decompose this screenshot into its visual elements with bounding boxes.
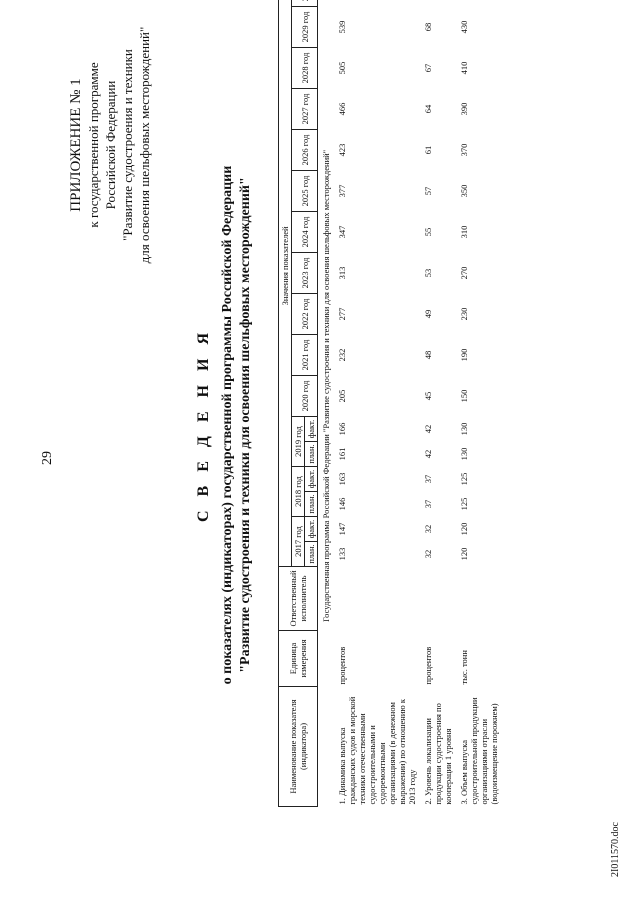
- value-cell: 270: [459, 266, 469, 280]
- header-year: [292, 0, 318, 7]
- indicator-name: [456, 687, 502, 807]
- value-cell: 277: [337, 307, 347, 321]
- value-cell: 68: [423, 22, 433, 32]
- value-cell: 313: [337, 266, 347, 280]
- value-cell: 410: [459, 61, 469, 75]
- value-cell: 150: [459, 389, 469, 403]
- value-cell: 130: [459, 422, 469, 436]
- title-heading: С В Е Д Е Н И Я: [195, 327, 212, 523]
- header-year: 2025 год: [292, 171, 318, 212]
- header-year: 2017 год: [292, 517, 305, 567]
- row-number: 3.: [459, 798, 469, 805]
- page-number: 29: [40, 451, 55, 465]
- value-cell: 505: [337, 61, 347, 75]
- value-cell: 161: [337, 447, 347, 461]
- program-row: Государственная программа Российской Федерации "Развитие судостроения и техники для освоения шельфовых месторождений": [321, 149, 331, 622]
- header-plan: план.: [305, 442, 318, 467]
- value-cell: 377: [337, 184, 347, 198]
- value-cell: 347: [337, 225, 347, 239]
- indicator-label: Объем выпуска судостроительной продукции организациями отрасли (водоизмещение порожнем): [459, 697, 499, 805]
- value-cell: 45: [423, 391, 433, 401]
- table-row: [456, 0, 502, 807]
- header-year: 2026 год: [292, 130, 318, 171]
- table-row: [420, 0, 456, 807]
- indicator-executor: [456, 567, 502, 631]
- value-cell: [456, 0, 502, 7]
- title-program-name: "Развитие судостроения и техники для освоения шельфовых месторождений": [238, 177, 253, 673]
- header-fact: факт.: [305, 517, 318, 542]
- indicator-executor: [420, 567, 456, 631]
- value-cell: 42: [423, 424, 433, 434]
- indicator-name: [420, 687, 456, 807]
- header-year: 2019 год: [292, 417, 305, 467]
- value-cell: 232: [337, 348, 347, 362]
- value-cell: 55: [423, 227, 433, 237]
- value-cell: 423: [337, 143, 347, 157]
- value-cell: 120: [459, 547, 469, 561]
- value-cell: 37: [423, 499, 433, 509]
- indicator-unit: процентов: [423, 646, 433, 685]
- appendix-line: для освоения шельфовых месторождений": [137, 26, 152, 264]
- appendix-line: "Развитие судостроения и техники: [120, 49, 135, 241]
- header-year: 2021 год: [292, 335, 318, 376]
- value-cell: [420, 0, 456, 7]
- value-cell: 166: [337, 422, 347, 436]
- value-cell: 120: [459, 522, 469, 536]
- appendix-header: [68, 25, 153, 265]
- header-plan: план.: [305, 492, 318, 517]
- value-cell: 67: [423, 63, 433, 73]
- document-title: [195, 125, 255, 725]
- value-cell: 146: [337, 497, 347, 511]
- value-cell: 61: [423, 145, 433, 155]
- value-cell: 390: [459, 102, 469, 116]
- indicator-unit: процентов: [337, 646, 347, 685]
- value-cell: 147: [337, 522, 347, 536]
- title-subheading: о показателях (индикаторах) государственной программы Российской Федерации: [220, 165, 235, 685]
- appendix-line: Российской Федерации: [103, 80, 118, 210]
- value-cell: 430: [459, 20, 469, 34]
- row-number: 2.: [423, 798, 433, 805]
- value-cell: 370: [459, 143, 469, 157]
- value-cell: 539: [337, 20, 347, 34]
- value-cell: 64: [423, 104, 433, 114]
- header-year: 2018 год: [292, 467, 305, 517]
- header-year: 2022 год: [292, 294, 318, 335]
- indicator-label: Уровень локализации продукции судостроения по кооперации 1 уровня: [423, 703, 453, 805]
- header-executor: Ответственный исполнитель: [279, 567, 318, 631]
- header-year: 2027 год: [292, 89, 318, 130]
- header-year: 2029 год: [292, 7, 318, 48]
- indicator-label: Динамика выпуска гражданских судов и морской техники отечественными судостроительными и судоремонтными организациями (в денежном выражении) по отношению к 2013 году: [337, 696, 417, 805]
- header-year: 2024 год: [292, 212, 318, 253]
- value-cell: 130: [459, 447, 469, 461]
- value-cell: [334, 0, 420, 7]
- value-cell: 350: [459, 184, 469, 198]
- value-cell: 205: [337, 389, 347, 403]
- value-cell: 466: [337, 102, 347, 116]
- header-year: 2028 год: [292, 48, 318, 89]
- value-cell: 125: [459, 472, 469, 486]
- value-cell: 310: [459, 225, 469, 239]
- value-cell: 163: [337, 472, 347, 486]
- value-cell: 32: [423, 524, 433, 534]
- row-number: 1.: [337, 798, 347, 805]
- value-cell: 190: [459, 348, 469, 362]
- value-cell: 53: [423, 268, 433, 278]
- header-fact: факт.: [305, 467, 318, 492]
- value-cell: 125: [459, 497, 469, 511]
- value-cell: 133: [337, 547, 347, 561]
- appendix-title: ПРИЛОЖЕНИЕ № 1: [68, 78, 84, 212]
- header-year: 2023 год: [292, 253, 318, 294]
- value-cell: 230: [459, 307, 469, 321]
- value-cell: 48: [423, 350, 433, 360]
- header-unit: Единица измерения: [279, 631, 318, 687]
- value-cell: 57: [423, 186, 433, 196]
- indicator-name: [334, 687, 420, 807]
- table-row: [334, 0, 420, 807]
- indicator-executor: [334, 567, 420, 631]
- header-fact: факт.: [305, 417, 318, 442]
- document-id: 2I011570.doc: [610, 822, 621, 877]
- value-cell: 32: [423, 549, 433, 559]
- header-indicator-name: Наименование показателя (индикатора): [279, 687, 318, 807]
- value-cell: 42: [423, 449, 433, 459]
- header-plan: план.: [305, 542, 318, 567]
- indicators-table: [278, 0, 502, 807]
- header-year: 2020 год: [292, 376, 318, 417]
- appendix-line: к государственной программе: [86, 62, 101, 228]
- value-cell: 37: [423, 474, 433, 484]
- header-values-group: Значения показателей: [279, 0, 292, 567]
- indicator-unit: тыс. тонн: [459, 650, 469, 685]
- value-cell: 49: [423, 309, 433, 319]
